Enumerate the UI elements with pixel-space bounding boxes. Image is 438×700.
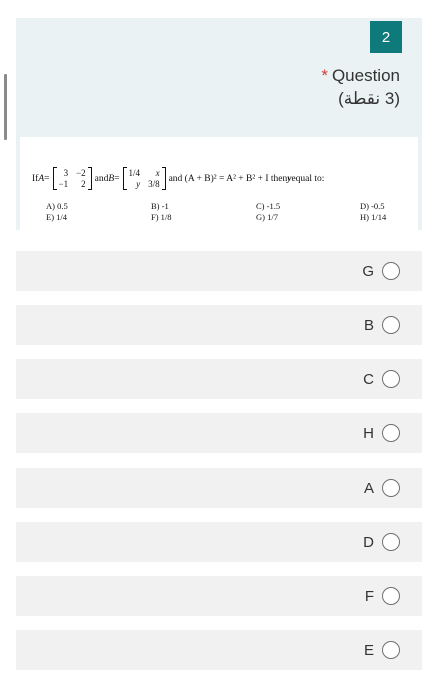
problem-b-label: B xyxy=(108,173,115,184)
answer-option-row[interactable] xyxy=(16,359,422,399)
problem-y-label: y xyxy=(287,173,292,184)
answer-option-row[interactable] xyxy=(16,305,422,345)
matrix-a-cell: 3 xyxy=(63,168,69,178)
problem-option: H) 1/14 xyxy=(360,212,387,222)
radio-button[interactable] xyxy=(382,262,400,280)
radio-button[interactable] xyxy=(382,533,400,551)
question-title xyxy=(321,66,400,86)
question-points: (3 نقطة) xyxy=(338,89,400,108)
radio-button[interactable] xyxy=(382,641,400,659)
matrix-a-cell: 2 xyxy=(81,179,86,189)
answer-option-label: H xyxy=(363,424,374,442)
answer-option-row[interactable] xyxy=(16,413,422,453)
matrix-a xyxy=(53,167,92,190)
problem-option: A) 0.5 xyxy=(46,201,68,211)
problem-option: D) -0.5 xyxy=(360,201,385,211)
radio-button[interactable] xyxy=(382,370,400,388)
problem-and: and xyxy=(94,173,109,184)
question-header xyxy=(16,18,422,120)
problem-option: B) -1 xyxy=(151,201,169,211)
problem-rest: and (A + B)² = A² + B² + I then xyxy=(168,173,288,184)
problem-if: If xyxy=(32,173,39,184)
answer-option-label: C xyxy=(363,370,374,388)
problem-option: G) 1/7 xyxy=(256,212,278,222)
question-image xyxy=(20,137,418,247)
question-number-badge: 2 xyxy=(370,21,402,53)
radio-button[interactable] xyxy=(382,424,400,442)
question-title-text: Question xyxy=(331,66,400,85)
question-card xyxy=(16,18,422,230)
radio-button[interactable] xyxy=(382,587,400,605)
radio-button[interactable] xyxy=(382,479,400,497)
answer-option-label: D xyxy=(363,533,374,551)
problem-a-label: A xyxy=(38,173,45,184)
answer-option-label: E xyxy=(363,641,374,659)
answer-option-row[interactable] xyxy=(16,468,422,508)
answer-option-label: A xyxy=(363,479,374,497)
problem-options xyxy=(46,201,406,222)
problem-option: F) 1/8 xyxy=(151,212,172,222)
answer-option-label: G xyxy=(362,262,374,280)
answer-option-row[interactable] xyxy=(16,576,422,616)
problem-option: E) 1/4 xyxy=(46,212,68,222)
problem-eq1: = xyxy=(44,173,50,184)
radio-button[interactable] xyxy=(382,316,400,334)
scroll-indicator xyxy=(4,74,7,140)
matrix-a-cell: −2 xyxy=(76,168,86,178)
answer-option-label: B xyxy=(363,316,374,334)
problem-eq2: = xyxy=(114,173,120,184)
matrix-a-cell: −1 xyxy=(58,179,69,189)
matrix-b-cell: x xyxy=(155,168,160,178)
matrix-b-cell: 1/4 xyxy=(128,168,141,178)
problem-equal-to: equal to: xyxy=(291,173,325,184)
answer-option-row[interactable] xyxy=(16,630,422,670)
problem-option: C) -1.5 xyxy=(256,201,281,211)
answer-option-row[interactable] xyxy=(16,251,422,291)
answer-option-label: F xyxy=(364,587,374,605)
problem-statement xyxy=(32,167,412,190)
answer-option-row[interactable] xyxy=(16,522,422,562)
matrix-b-cell: 3/8 xyxy=(148,179,160,189)
matrix-b-cell: y xyxy=(136,179,141,189)
required-marker: * xyxy=(321,66,328,85)
matrix-b xyxy=(123,167,166,190)
